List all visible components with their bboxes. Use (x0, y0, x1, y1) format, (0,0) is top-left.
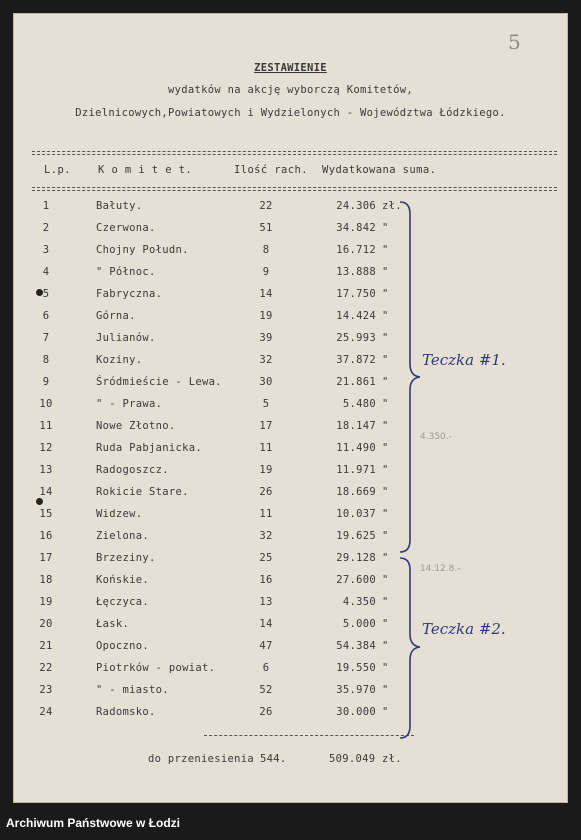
invoice-count: 16 (259, 574, 273, 586)
table-row (14, 376, 569, 398)
document-subtitle-line1: wydatków na akcję wyborczą Komitetów, (168, 84, 413, 96)
currency-unit: " (382, 706, 389, 718)
row-number: 12 (39, 442, 53, 454)
committee-name: " Północ. (96, 266, 156, 278)
table-row (14, 266, 569, 288)
header-divider-bottom-2 (32, 190, 557, 191)
committee-name: Ruda Pabjanicka. (96, 442, 202, 454)
invoice-count: 11 (259, 442, 273, 454)
currency-unit: " (382, 596, 389, 608)
expense-sum: 5.480 (342, 398, 376, 410)
invoice-count: 13 (259, 596, 273, 608)
invoice-count: 22 (259, 200, 273, 212)
committee-name: Czerwona. (96, 222, 156, 234)
table-row (14, 288, 569, 310)
row-number: 10 (39, 398, 53, 410)
column-header-komitet: K o m i t e t. (98, 164, 193, 176)
expense-sum: 11.490 (336, 442, 376, 454)
invoice-count: 9 (262, 266, 270, 278)
row-number: 7 (42, 332, 50, 344)
currency-unit: " (382, 508, 389, 520)
table-row (14, 442, 569, 464)
expense-sum: 21.861 (336, 376, 376, 388)
table-row (14, 662, 569, 684)
row-number: 21 (39, 640, 53, 652)
currency-unit: " (382, 684, 389, 696)
table-row (14, 222, 569, 244)
pencil-note-2: 14.12.8.- (420, 564, 461, 574)
invoice-count: 32 (259, 530, 273, 542)
committee-name: Łask. (96, 618, 130, 630)
invoice-count: 14 (259, 618, 273, 630)
archive-footer: Archiwum Państwowe w Łodzi (6, 816, 181, 830)
invoice-count: 52 (259, 684, 273, 696)
document-page (13, 13, 568, 803)
expense-sum: 29.128 (336, 552, 376, 564)
table-row (14, 244, 569, 266)
invoice-count: 5 (262, 398, 270, 410)
row-number: 3 (42, 244, 50, 256)
currency-unit: " (382, 552, 389, 564)
expense-sum: 25.993 (336, 332, 376, 344)
committee-name: " - Prawa. (96, 398, 163, 410)
currency-unit: " (382, 618, 389, 630)
pencil-note-1: 4.350.- (420, 432, 452, 442)
expense-sum: 30.000 (336, 706, 376, 718)
row-number: 15 (39, 508, 53, 520)
currency-unit: " (382, 354, 389, 366)
folder-label-2: Teczka #2. (422, 620, 506, 638)
currency-unit: " (382, 574, 389, 586)
invoice-count: 26 (259, 486, 273, 498)
invoice-count: 39 (259, 332, 273, 344)
invoice-count: 25 (259, 552, 273, 564)
table-row (14, 684, 569, 706)
column-header-lp: L.p. (44, 164, 71, 176)
table-row (14, 706, 569, 728)
committee-name: Opoczno. (96, 640, 149, 652)
row-number: 9 (42, 376, 50, 388)
currency-unit: " (382, 420, 389, 432)
table-row (14, 200, 569, 222)
row-number: 5 (42, 288, 50, 300)
committee-name: Nowe Złotno. (96, 420, 176, 432)
row-number: 14 (39, 486, 53, 498)
row-number: 22 (39, 662, 53, 674)
invoice-count: 32 (259, 354, 273, 366)
table-row (14, 574, 569, 596)
currency-unit: " (382, 288, 389, 300)
currency-unit: " (382, 332, 389, 344)
expense-sum: 11.971 (336, 464, 376, 476)
document-title: ZESTAWIENIE (254, 62, 327, 74)
committee-name: " - miasto. (96, 684, 169, 696)
header-divider-top (32, 151, 557, 152)
invoice-count: 47 (259, 640, 273, 652)
currency-unit: " (382, 640, 389, 652)
row-number: 23 (39, 684, 53, 696)
row-number: 11 (39, 420, 53, 432)
row-number: 24 (39, 706, 53, 718)
row-number: 6 (42, 310, 50, 322)
committee-name: Radogoszcz. (96, 464, 169, 476)
table-row (14, 420, 569, 442)
committee-name: Łęczyca. (96, 596, 149, 608)
expense-sum: 18.147 (336, 420, 376, 432)
row-number: 1 (42, 200, 50, 212)
invoice-count: 51 (259, 222, 273, 234)
invoice-count: 19 (259, 310, 273, 322)
table-row (14, 596, 569, 618)
document-subtitle-line2: Dzielnicowych,Powiatowych i Wydzielonych - Województwa Łódzkiego. (75, 107, 506, 119)
table-row (14, 530, 569, 552)
table-row (14, 464, 569, 486)
row-number: 20 (39, 618, 53, 630)
row-number: 4 (42, 266, 50, 278)
table-row (14, 310, 569, 332)
currency-unit: " (382, 376, 389, 388)
total-count: 544. (260, 753, 287, 765)
ink-blot-2 (36, 498, 43, 505)
currency-unit: " (382, 464, 389, 476)
invoice-count: 19 (259, 464, 273, 476)
invoice-count: 8 (262, 244, 270, 256)
invoice-count: 11 (259, 508, 273, 520)
currency-unit: zł. (382, 200, 402, 212)
expense-sum: 54.384 (336, 640, 376, 652)
expense-sum: 34.842 (336, 222, 376, 234)
currency-unit: " (382, 662, 389, 674)
header-divider-top-2 (32, 154, 557, 155)
expense-sum: 19.550 (336, 662, 376, 674)
committee-name: Piotrków - powiat. (96, 662, 216, 674)
committee-name: Końskie. (96, 574, 149, 586)
expense-sum: 27.600 (336, 574, 376, 586)
invoice-count: 14 (259, 288, 273, 300)
currency-unit: " (382, 244, 389, 256)
committee-name: Chojny Połudn. (96, 244, 189, 256)
invoice-count: 30 (259, 376, 273, 388)
expense-sum: 35.970 (336, 684, 376, 696)
bracket-teczka-2 (398, 556, 422, 740)
committee-name: Brzeziny. (96, 552, 156, 564)
header-divider-bottom (32, 187, 557, 188)
committee-name: Bałuty. (96, 200, 143, 212)
row-number: 18 (39, 574, 53, 586)
currency-unit: " (382, 486, 389, 498)
committee-name: Widzew. (96, 508, 143, 520)
table-row (14, 508, 569, 530)
sum-underline (204, 735, 414, 736)
row-number: 2 (42, 222, 50, 234)
expense-sum: 19.625 (336, 530, 376, 542)
table-row (14, 552, 569, 574)
expense-sum: 37.872 (336, 354, 376, 366)
total-label: do przeniesienia (148, 753, 254, 765)
bracket-teczka-1 (398, 200, 422, 554)
currency-unit: " (382, 310, 389, 322)
committee-name: Fabryczna. (96, 288, 163, 300)
total-sum: 509.049 zł. (329, 753, 402, 765)
table-row (14, 398, 569, 420)
row-number: 16 (39, 530, 53, 542)
invoice-count: 26 (259, 706, 273, 718)
invoice-count: 17 (259, 420, 273, 432)
row-number: 19 (39, 596, 53, 608)
committee-name: Górna. (96, 310, 136, 322)
expense-sum: 14.424 (336, 310, 376, 322)
expense-sum: 13.888 (336, 266, 376, 278)
expense-sum: 5.000 (342, 618, 376, 630)
expense-sum: 4.350 (342, 596, 376, 608)
currency-unit: " (382, 398, 389, 410)
committee-name: Rokicie Stare. (96, 486, 189, 498)
expense-sum: 10.037 (336, 508, 376, 520)
column-header-suma: Wydatkowana suma. (322, 164, 437, 176)
currency-unit: " (382, 266, 389, 278)
table-row (14, 640, 569, 662)
expense-sum: 16.712 (336, 244, 376, 256)
committee-name: Zielona. (96, 530, 149, 542)
row-number: 13 (39, 464, 53, 476)
row-number: 8 (42, 354, 50, 366)
expense-sum: 17.750 (336, 288, 376, 300)
currency-unit: " (382, 222, 389, 234)
column-header-ilosc: Ilość rach. (234, 164, 308, 176)
table-row (14, 486, 569, 508)
invoice-count: 6 (262, 662, 270, 674)
committee-name: Śródmieście - Lewa. (96, 376, 222, 388)
committee-name: Radomsko. (96, 706, 156, 718)
row-number: 17 (39, 552, 53, 564)
total-row (14, 753, 569, 769)
currency-unit: " (382, 442, 389, 454)
committee-name: Julianów. (96, 332, 156, 344)
folder-label-1: Teczka #1. (422, 351, 506, 369)
expense-sum: 24.306 (336, 200, 376, 212)
expense-sum: 18.669 (336, 486, 376, 498)
committee-name: Koziny. (96, 354, 143, 366)
page-number: 5 (508, 30, 521, 54)
ink-blot-1 (36, 289, 43, 296)
currency-unit: " (382, 530, 389, 542)
